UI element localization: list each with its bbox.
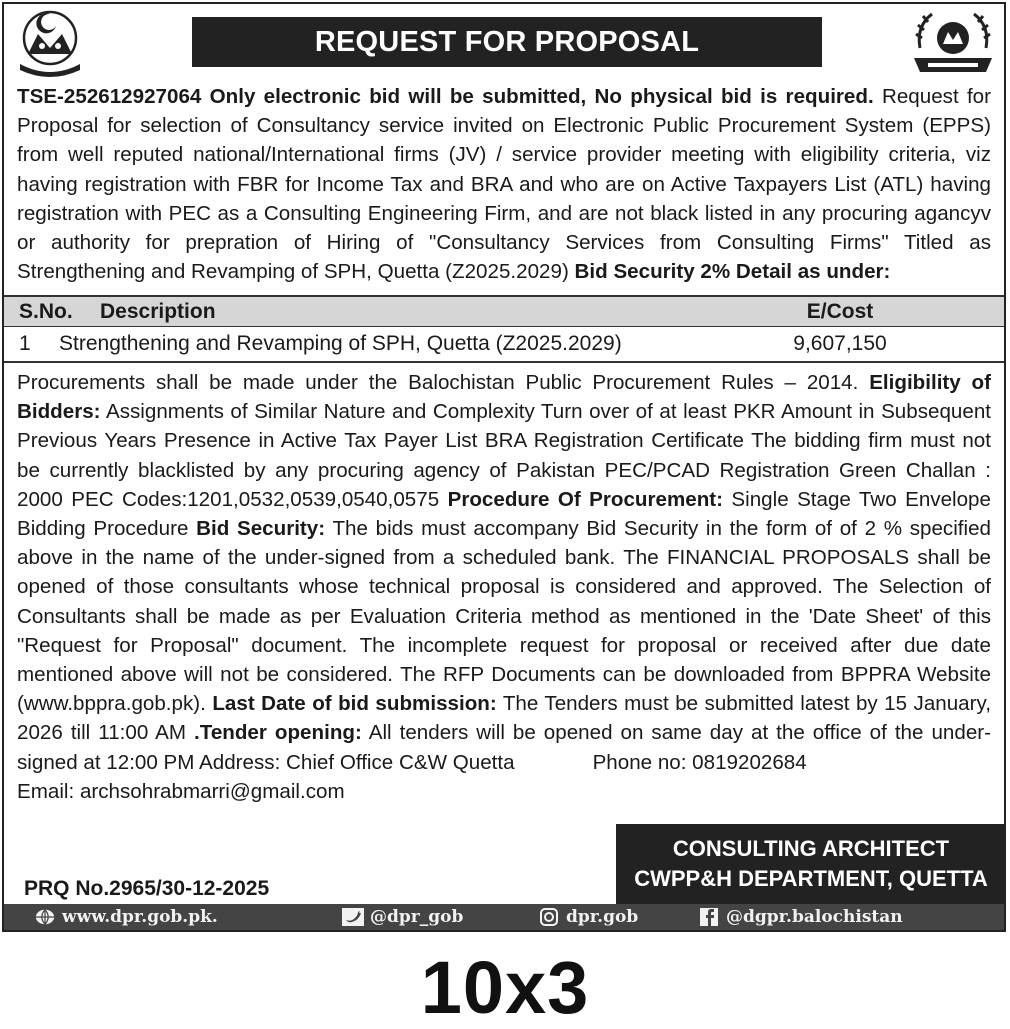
opening-text: All tenders will be opened on same day at the office of the under-signed at 12:00 PM Address: Chief Office C&W Quetta — [17, 721, 991, 774]
twitter-icon — [342, 908, 364, 926]
intro-body: Request for Proposal for selection of Consultancy service invited on Electronic Public Procurement System (EPPS) from well reputed national/International firms (JV) / service provider meeting with eligibility criteria, viz having registration with FBR for Income Tax and BRA and who are on Active Taxpayers List (ATL) having registration with PEC as a Consulting Engineering Firm, and are not black listed in any procuring agancyv or authority for prepration of Hiring of "Consultancy Services from Consulting Firms" Titled as Strengthening and Revamping of SPH, Quetta (Z2025.2029) — [17, 85, 991, 284]
ad-size-label: 10x3 — [420, 946, 590, 1029]
globe-icon — [34, 908, 56, 926]
instagram-handle: dpr.gob — [566, 907, 639, 927]
footer-instagram — [538, 904, 638, 930]
footer-website — [34, 904, 218, 930]
twitter-handle: @dpr_gob — [370, 907, 464, 927]
header-description: Description — [100, 299, 216, 323]
facebook-handle: @dgpr.balochistan — [726, 907, 903, 927]
signature-line-1: CONSULTING ARCHITECT — [672, 836, 950, 861]
signature-line-2: CWPP&H DEPARTMENT, QUETTA — [634, 866, 988, 891]
eligibility-text: Assignments of Similar Nature and Complexity Turn over of at least PKR Amount in Subsequent Previous Years Presence in Active Tax Payer List BRA Registration Certificate The bidding firm must not be currently blacklisted by any procuring agency of Pakistan PEC/PCAD Registration Green Challan : 2000 PEC Codes:1201,0532,0539,0540,0575 — [17, 400, 991, 511]
opening-heading: .Tender opening: — [194, 721, 362, 745]
last-date-text: The Tenders must be submitted latest by 15 January, 2026 till 11:00 AM — [17, 692, 991, 745]
contact-email: Email: archsohrabmarri@gmail.com — [17, 779, 345, 803]
procedure-heading: Procedure Of Procurement: — [447, 487, 724, 511]
balochistan-emblem-left-icon — [12, 8, 88, 80]
page-title: REQUEST FOR PROPOSAL — [192, 17, 822, 67]
terms-rules: Procurements shall be made under the Balochistan Public Procurement Rules – 2014. — [17, 371, 859, 394]
row-description: Strengthening and Revamping of SPH, Quetta (Z2025.2029) — [59, 332, 622, 355]
header-sno: S.No. — [19, 299, 73, 323]
instagram-icon — [538, 908, 560, 926]
bid-security-label: Bid Security: — [196, 517, 326, 541]
table-row — [4, 327, 1004, 363]
terms-paragraph — [17, 368, 991, 806]
website-text: www.dpr.gob.pk. — [62, 907, 218, 927]
row-sno: 1 — [19, 332, 31, 355]
row-cost: 9,607,150 — [793, 332, 887, 355]
facebook-icon — [698, 908, 720, 926]
tender-reference: TSE-252612927064 Only electronic bid will be submitted, No physical bid is required. — [17, 85, 874, 108]
prq-number: PRQ No.2965/30-12-2025 — [24, 877, 270, 900]
footer-twitter — [342, 904, 463, 930]
eligibility-heading: Eligibility of Bidders: — [17, 371, 991, 424]
procedure-text: Single Stage Two Envelope Bidding Procedure — [17, 487, 991, 541]
advertisement-frame — [2, 2, 1006, 932]
phone-number: Phone no: 0819202684 — [592, 750, 807, 774]
bid-security-heading: Bid Security 2% Detail as under: — [574, 260, 891, 284]
signature-block — [616, 824, 1006, 904]
last-date-heading: Last Date of bid submission: — [212, 692, 497, 716]
table-header — [4, 295, 1004, 327]
government-emblem-right-icon — [910, 8, 996, 80]
intro-paragraph — [17, 82, 991, 286]
footer-facebook — [698, 904, 903, 930]
header-cost: E/Cost — [806, 299, 874, 323]
bid-security-text: The bids must accompany Bid Security in the form of of 2 % specified above in the name of the under-signed from a scheduled bank. The FINANCIAL PROPOSALS shall be opened of those consultants whose technical proposal is considered and approved. The Selection of Consultants shall be made as per Evaluation Criteria method as mentioned in the 'Date Sheet' of this "Request for Proposal" document. The incomplete request for proposal or received after due date mentioned above will not be considered. The RFP Documents can be downloaded from BPPRA Website (www.bppra.gob.pk). — [17, 517, 991, 716]
social-footer — [4, 904, 1004, 930]
